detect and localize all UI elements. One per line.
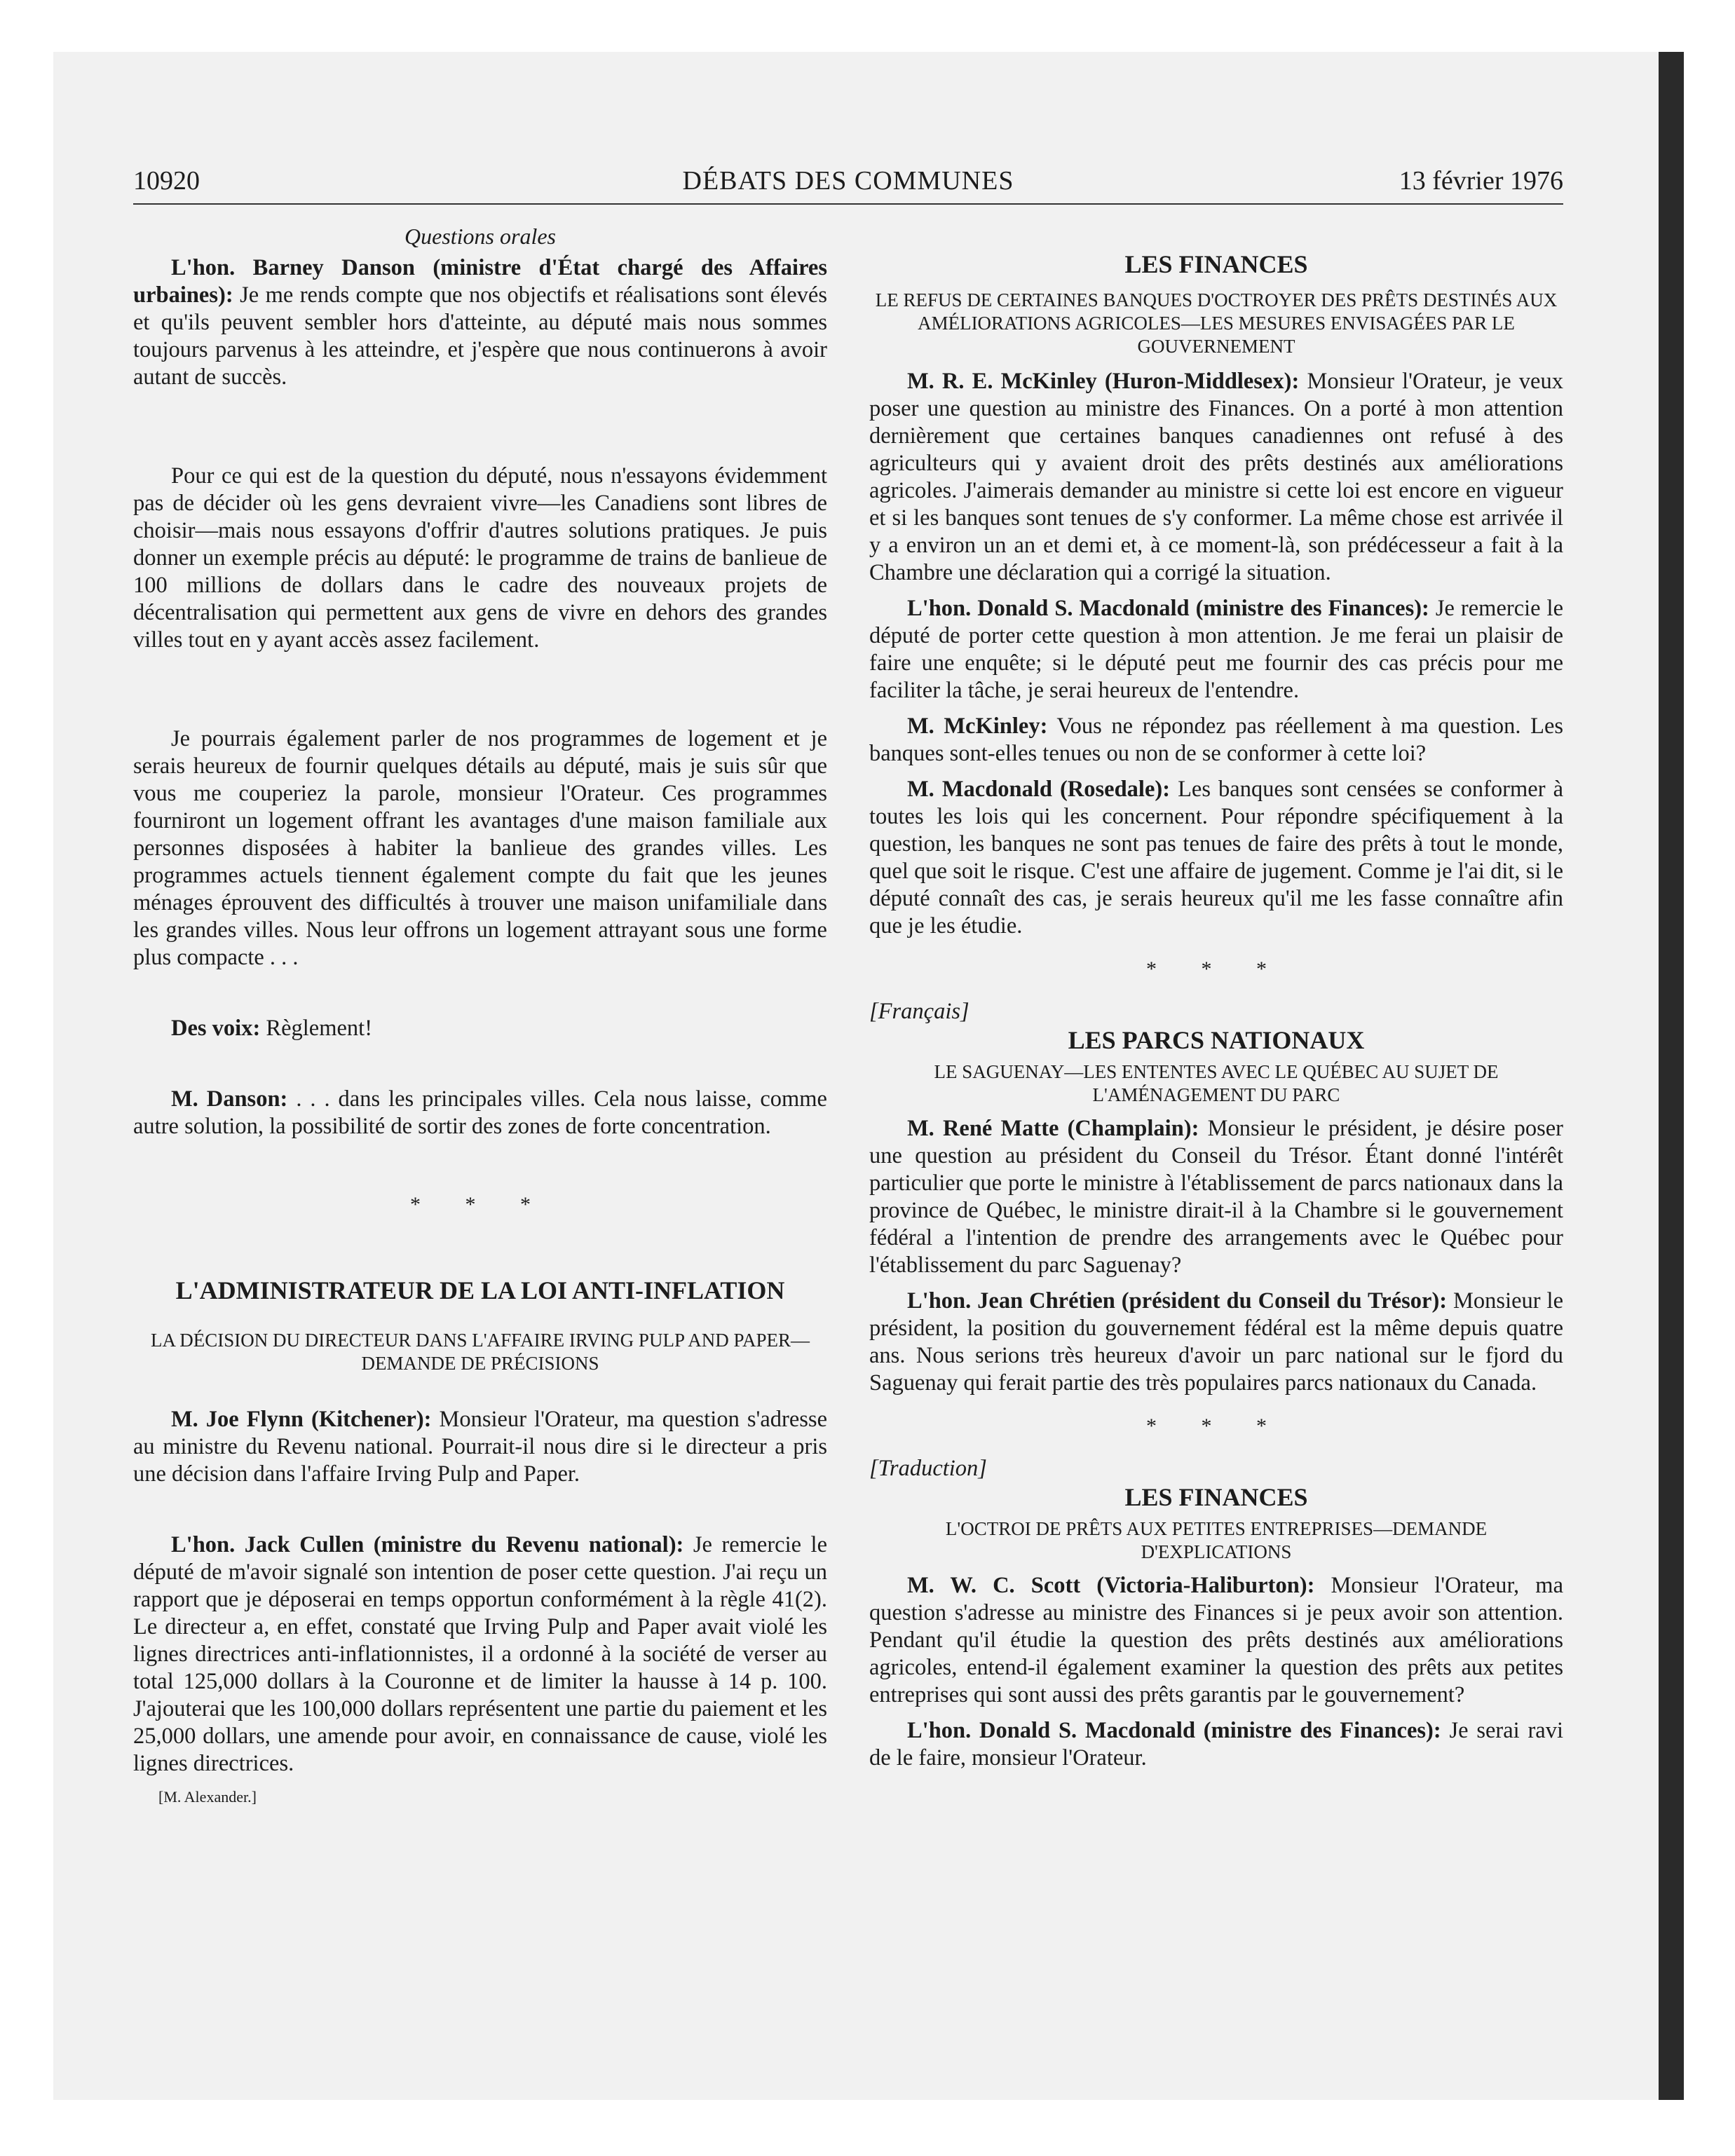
speech-text: Monsieur le président, je désire poser une question au président du Conseil du Trésor. Étant donné l'intérêt particulier que porte le ministre à l'établissement de parcs nationaux dans la province de Québec, le ministre dirait-il à la Chambre si le gouvernement fédéral a l'intention de prendre des arrangements avec le Québec pour l'établissement du parc Saguenay? xyxy=(869,1116,1563,1278)
paragraph-flynn xyxy=(133,1406,827,1488)
paragraph-macdonald-1 xyxy=(869,595,1563,704)
speaker-name: Des voix: xyxy=(171,1016,261,1041)
speech-text: Je serai ravi de le faire, monsieur l'Orateur. xyxy=(869,1718,1563,1770)
paragraph-mckinley-1 xyxy=(869,368,1563,587)
section-title: LES FINANCES xyxy=(1124,1483,1308,1511)
speech-text: Monsieur l'Orateur, je veux poser une question au ministre des Finances. On a porté à mon attention dernièrement que certaines banques canadiennes ont refusé à des agriculteurs qui y avaient droit des prêts destinés aux améliorations agricoles. J'aimerais demander au ministre si cette loi est encore en vigueur et si les banques sont tenues de s'y conformer. La même chose est arrivée il y a environ un an et demi et, à ce moment-là, son prédécesseur a fait à la Chambre une déclaration qui a corrigé la situation. xyxy=(869,369,1563,585)
page-number: 10920 xyxy=(133,166,200,196)
section-separator: * * * xyxy=(1146,1414,1286,1438)
paragraph-macdonald-2 xyxy=(869,776,1563,940)
speaker-name: M. R. E. McKinley (Huron-Middlesex): xyxy=(907,369,1300,394)
speaker-name: M. McKinley: xyxy=(907,714,1048,739)
speech-text: Vous ne répondez pas réellement à ma question. Les banques sont-elles tenues ou non de se conformer à cette loi? xyxy=(869,714,1564,766)
speech-text: Monsieur l'Orateur, ma question s'adresse au ministre du Revenu national. Pourrait-il nous dire si le directeur a pris une décision dans l'affaire Irving Pulp and Paper. xyxy=(133,1407,827,1487)
paragraph-voices xyxy=(133,1015,827,1042)
speaker-name: M. W. C. Scott (Victoria-Haliburton): xyxy=(907,1573,1315,1598)
speech-text: Monsieur l'Orateur, ma question s'adresse au ministre des Finances si je peux avoir son attention. Pendant qu'il étudie la question des prêts destinés aux améliorations agricoles, entend-il également examiner la question des prêts aux petites entreprises qui sont aussi des prêts garantis par le gouvernement? xyxy=(869,1573,1564,1707)
section-subtitle: LE REFUS DE CERTAINES BANQUES D'OCTROYER DES PRÊTS DESTINÉS AUX AMÉLIORATIONS AGRICOLES—LES MESURES ENVISAGÉES PAR LE GOUVERNEMENT xyxy=(875,289,1558,357)
paragraph-scott xyxy=(869,1572,1563,1709)
paragraph-danson-3: Je pourrais également parler de nos programmes de logement et je serais heureux de fournir quelques détails au député, mais je suis sûr que vous me couperiez la parole, monsieur l'Orateur. Ces programmes fourniront un logement offrant les avantages d'une maison familiale aux personnes disposées à habiter la banlieue des grandes villes. Les programmes actuels tiennent également compte du fait que les jeunes ménages éprouvent des difficultés à trouver une maison unifamiliale dans les grandes villes. Nous leur offrons un logement attrayant sous une forme plus compacte . . . xyxy=(133,726,827,970)
right-column xyxy=(869,250,1563,1772)
paragraph-cullen xyxy=(133,1531,827,1778)
journal-title: DÉBATS DES COMMUNES xyxy=(682,166,1014,196)
page-date: 13 février 1976 xyxy=(1399,166,1563,196)
section-title: LES FINANCES xyxy=(1124,250,1308,278)
speech-text: . . . dans les principales villes. Cela nous laisse, comme autre solution, la possibilité de sortir des zones de forte concentration. xyxy=(133,1086,827,1139)
speech-text: Je remercie le député de porter cette question à mon attention. Je me ferai un plaisir de faire une enquête; si le député peut me fournir des cas précis pour me faciliter la tâche, je serai heureux de l'entendre. xyxy=(869,596,1563,703)
section-separator: * * * xyxy=(1146,957,1286,981)
section-separator: * * * xyxy=(410,1193,550,1216)
speaker-name: M. René Matte (Champlain): xyxy=(907,1116,1199,1141)
paragraph-chretien xyxy=(869,1288,1563,1397)
section-label: Questions orales xyxy=(404,224,556,249)
language-marker: [Français] xyxy=(869,999,969,1024)
paragraph-macdonald-3 xyxy=(869,1717,1563,1772)
speech-text: Les banques sont censées se conformer à toutes les lois qui les concernent. Pour répondre spécifiquement à la question, les banques ne sont pas tenues de faire des prêts à tout le monde, quel que soit le risque. C'est une affaire de jugement. Comme je l'ai dit, si le député connaît des cas, je serais heureux qu'il me les fasse connaître afin que je les étudie. xyxy=(869,777,1563,939)
speaker-name: L'hon. Donald S. Macdonald (ministre des Finances): xyxy=(907,1718,1441,1743)
footnote: [M. Alexander.] xyxy=(158,1788,257,1806)
section-subtitle: L'OCTROI DE PRÊTS AUX PETITES ENTREPRISES—DEMANDE D'EXPLICATIONS xyxy=(945,1518,1488,1562)
paragraph-matte xyxy=(869,1115,1563,1279)
speaker-name: M. Macdonald (Rosedale): xyxy=(907,777,1171,802)
section-subtitle: LE SAGUENAY—LES ENTENTES AVEC LE QUÉBEC AU SUJET DE L'AMÉNAGEMENT DU PARC xyxy=(934,1061,1499,1105)
speech-text: Je me rends compte que nos objectifs et réalisations sont élevés et qu'ils peuvent sembler hors d'atteinte, au député mais nous sommes toujours parvenus à les atteindre, et j'espère que nous continuerons à avoir autant de succès. xyxy=(133,282,827,390)
scan-edge-bar xyxy=(1659,52,1684,2100)
left-column xyxy=(133,223,827,1810)
language-marker: [Traduction] xyxy=(869,1456,987,1481)
speech-text: Monsieur le président, la position du gouvernement fédéral est la même depuis quatre ans. Nous serions très heureux d'avoir un parc national sur le fjord du Saguenay qui ferait partie des très populaires parcs nationaux du Canada. xyxy=(869,1288,1563,1396)
speaker-name: M. Joe Flynn (Kitchener): xyxy=(171,1407,432,1432)
speaker-name: L'hon. Jean Chrétien (président du Conseil du Trésor): xyxy=(907,1288,1448,1314)
section-title: L'ADMINISTRATEUR DE LA LOI ANTI-INFLATION xyxy=(175,1276,785,1304)
speaker-name: M. Danson: xyxy=(171,1086,288,1112)
speaker-name: L'hon. Donald S. Macdonald (ministre des Finances): xyxy=(907,596,1429,621)
speech-text: Règlement! xyxy=(260,1016,373,1041)
speech-text: Je remercie le député de m'avoir signalé son intention de poser cette question. J'ai reçu un rapport que je déposerai en temps opportun conformément à la règle 41(2). Le directeur a, en effet, constaté que Irving Pulp and Paper avait violé les lignes directrices anti-inflationnistes, il a ordonné à la société de verser au total 125,000 dollars à la Couronne et de limiter la hausse à 14 p. 100. J'ajouterai que les 100,000 dollars représentent une partie du paiement et les 25,000 dollars, une amende pour avoir, en connaissance de cause, violé les lignes directrices. xyxy=(133,1532,827,1776)
paragraph-danson-4 xyxy=(133,1086,827,1140)
section-subtitle: LA DÉCISION DU DIRECTEUR DANS L'AFFAIRE IRVING PULP AND PAPER—DEMANDE DE PRÉCISIONS xyxy=(150,1330,810,1374)
speaker-name: L'hon. Jack Cullen (ministre du Revenu national): xyxy=(171,1532,684,1557)
section-title: LES PARCS NATIONAUX xyxy=(1068,1026,1365,1054)
running-header xyxy=(133,161,1563,205)
paragraph-danson-2: Pour ce qui est de la question du député, nous n'essayons évidemment pas de décider où les gens devraient vivre—les Canadiens sont libres de choisir—mais nous essayons d'offrir d'autres solutions pratiques. Je puis donner un exemple précis au député: le programme de trains de banlieue de 100 millions de dollars dans le cadre des nouveaux projets de décentralisation qui permettent aux gens de vivre en dehors des grandes villes tout en y ayant accès assez facilement. xyxy=(133,463,827,653)
paragraph-mckinley-2 xyxy=(869,713,1563,767)
speaker-name: L'hon. Barney Danson (ministre d'État chargé des Affaires urbaines): xyxy=(133,255,827,308)
paragraph-danson-1 xyxy=(133,254,827,391)
